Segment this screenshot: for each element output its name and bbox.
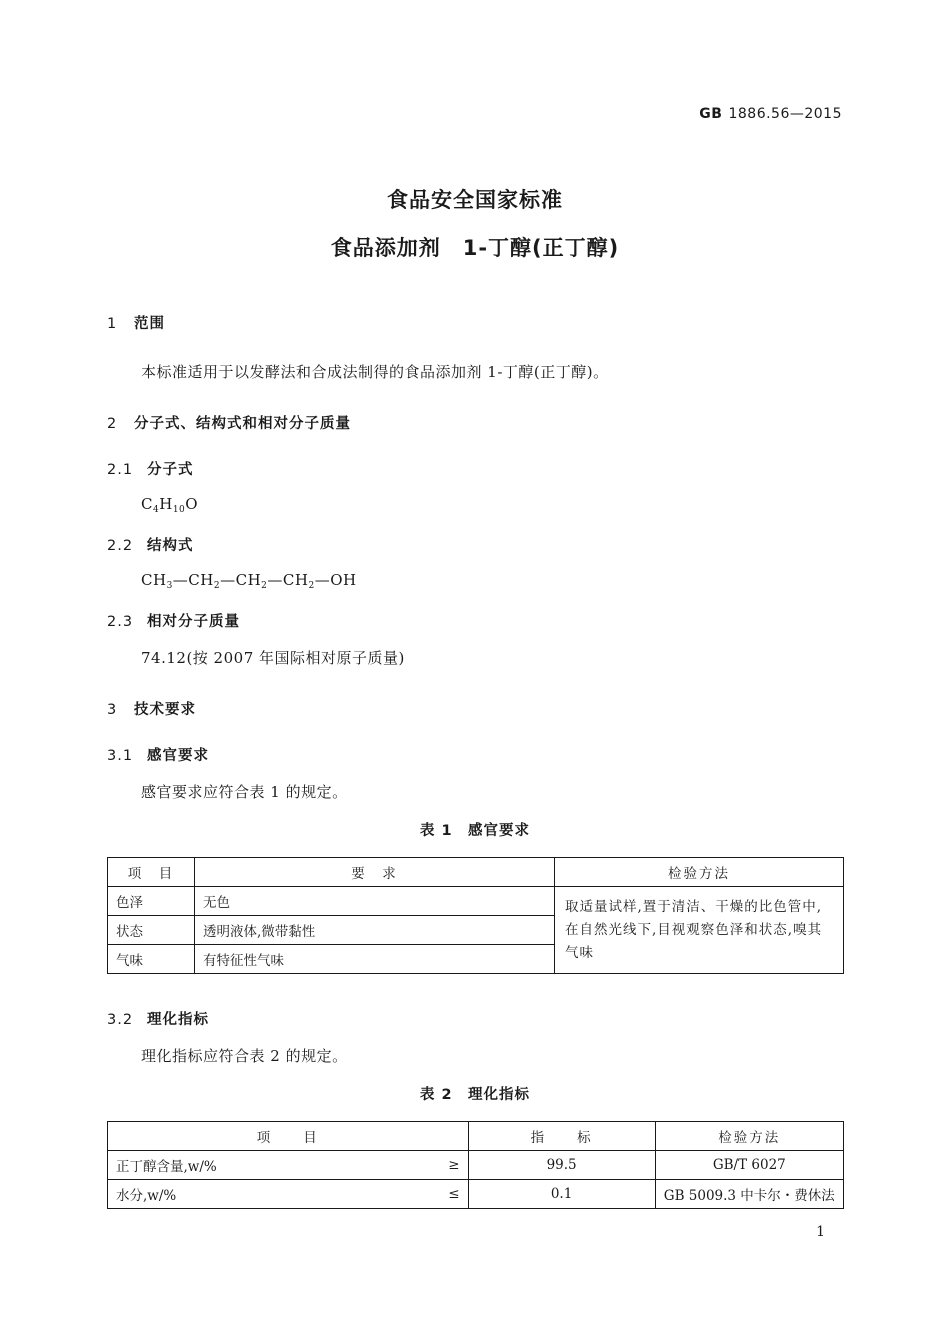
section-title: 相对分子质量 xyxy=(147,614,240,630)
column-header: 项 目 xyxy=(108,1122,469,1151)
structural-formula: $CH_3—CH_2—CH_2—CH_2—OH$ xyxy=(141,571,357,591)
column-header: 检验方法 xyxy=(655,1122,843,1151)
column-header: 项 目 xyxy=(108,858,195,887)
table-cell-item: 水分,w/% xyxy=(108,1180,422,1209)
section-1-heading xyxy=(107,312,165,333)
table-cell-requirement: 透明液体,微带黏性 xyxy=(195,916,555,945)
table-cell-method: 取适量试样,置于清洁、干燥的比色管中,在自然光线下,目视观察色泽和状态,嗅其气味 xyxy=(555,887,844,974)
table-cell-requirement: 有特征性气味 xyxy=(195,945,555,974)
section-1-text: 本标准适用于以发酵法和合成法制得的食品添加剂 1-丁醇(正丁醇)。 xyxy=(141,363,609,381)
molecular-formula: $C_4H_{10}O$ xyxy=(141,495,199,515)
section-3-2-heading xyxy=(107,1008,209,1029)
section-number: 2.3 xyxy=(107,614,134,630)
section-number: 1 xyxy=(107,316,118,332)
column-header: 指 标 xyxy=(468,1122,655,1151)
section-3-1-heading xyxy=(107,744,209,765)
table-header-row xyxy=(108,1122,844,1151)
table-cell-item: 正丁醇含量,w/% xyxy=(108,1151,422,1180)
section-title: 感官要求 xyxy=(147,748,209,764)
section-2-heading xyxy=(107,412,351,433)
standard-code xyxy=(699,106,842,122)
physicochemical-indicators-table xyxy=(107,1121,844,1209)
comparison-symbol: ≤ xyxy=(422,1180,469,1209)
standard-prefix: GB xyxy=(699,106,723,122)
section-2-3-heading xyxy=(107,610,240,631)
column-header: 要 求 xyxy=(195,858,555,887)
comparison-symbol: ≥ xyxy=(422,1151,469,1180)
table-header-row xyxy=(108,858,844,887)
section-number: 3.1 xyxy=(107,748,134,764)
section-3-heading xyxy=(107,698,196,719)
section-title: 分子式 xyxy=(147,462,194,478)
table-row xyxy=(108,1180,844,1209)
table-cell-item: 色泽 xyxy=(108,887,195,916)
table-row xyxy=(108,1151,844,1180)
table-cell-item: 状态 xyxy=(108,916,195,945)
section-title: 范围 xyxy=(134,316,165,332)
section-number: 2 xyxy=(107,416,118,432)
table-row xyxy=(108,887,844,916)
section-title: 技术要求 xyxy=(134,702,196,718)
section-number: 2.1 xyxy=(107,462,134,478)
document-subtitle: 食品添加剂 1-丁醇(正丁醇) xyxy=(330,236,620,260)
section-3-2-text: 理化指标应符合表 2 的规定。 xyxy=(141,1047,348,1065)
section-title: 理化指标 xyxy=(147,1012,209,1028)
table-1-caption: 表 1 感官要求 xyxy=(419,823,531,839)
section-title: 结构式 xyxy=(147,538,194,554)
section-3-1-text: 感官要求应符合表 1 的规定。 xyxy=(141,783,348,801)
section-number: 2.2 xyxy=(107,538,134,554)
section-number: 3.2 xyxy=(107,1012,134,1028)
section-number: 3 xyxy=(107,702,118,718)
section-2-1-heading xyxy=(107,458,194,479)
section-2-2-heading xyxy=(107,534,194,555)
sensory-requirements-table xyxy=(107,857,844,974)
table-cell-value: 0.1 xyxy=(468,1180,655,1209)
standard-number: 1886.56—2015 xyxy=(728,106,842,122)
section-title: 分子式、结构式和相对分子质量 xyxy=(134,416,351,432)
table-cell-value: 99.5 xyxy=(468,1151,655,1180)
table-2-caption: 表 2 理化指标 xyxy=(419,1087,531,1103)
table-cell-method: GB/T 6027 xyxy=(655,1151,843,1180)
document-title: 食品安全国家标准 xyxy=(387,188,563,212)
page-number: 1 xyxy=(816,1224,825,1240)
molecular-weight: 74.12(按 2007 年国际相对原子质量) xyxy=(141,649,405,667)
table-cell-method: GB 5009.3 中卡尔・费休法 xyxy=(655,1180,843,1209)
column-header: 检验方法 xyxy=(555,858,844,887)
table-cell-requirement: 无色 xyxy=(195,887,555,916)
table-cell-item: 气味 xyxy=(108,945,195,974)
